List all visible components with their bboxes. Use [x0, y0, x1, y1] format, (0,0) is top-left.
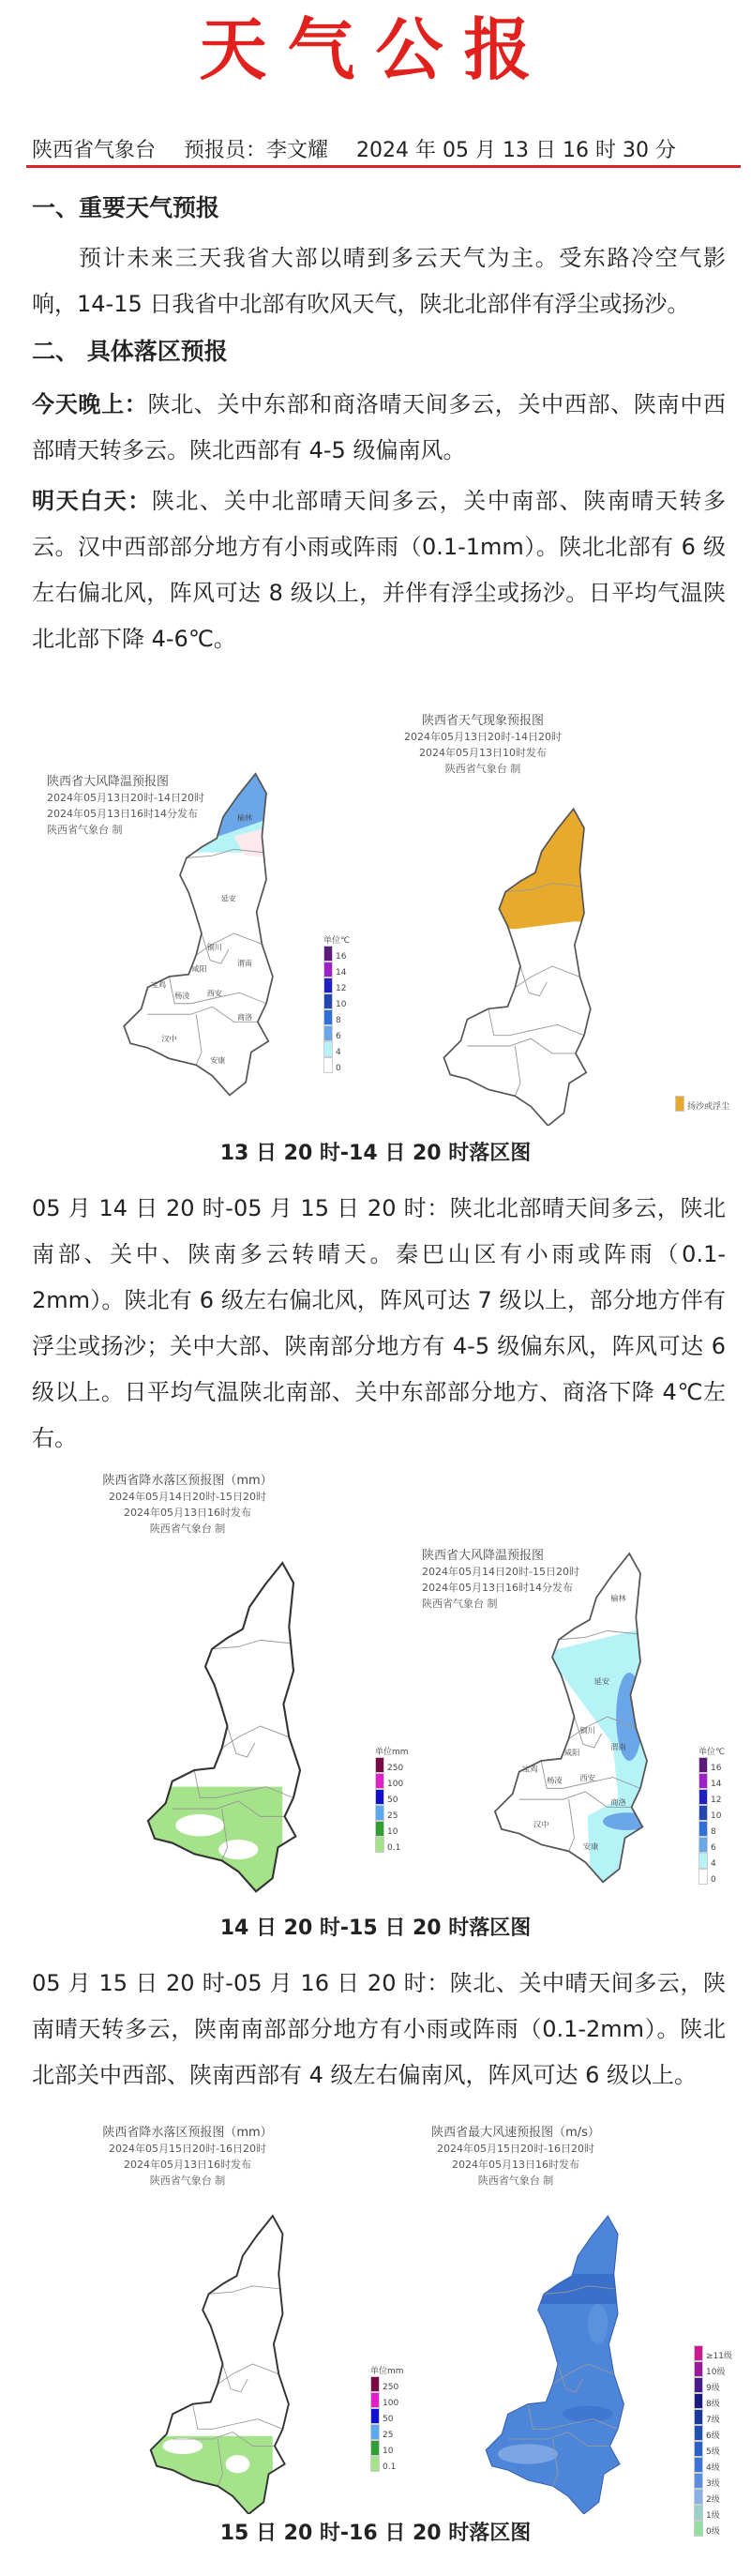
legend-swatch — [694, 2361, 703, 2377]
legend-label: 25 — [383, 2431, 394, 2440]
legend-swatch — [694, 2425, 703, 2441]
legend-label: 8 — [711, 1827, 716, 1837]
legend-label: 0 — [336, 1064, 341, 1073]
figure-caption-2: 14 日 20 时-15 日 20 时落区图 — [219, 1917, 532, 1940]
map-title-text: 陕西省天气现象预报图 — [421, 714, 544, 728]
period2-label: 05 月 14 日 20 时-05 月 15 日 20 时： — [32, 1195, 450, 1221]
city-label: 宝鸡 — [522, 1764, 538, 1774]
city-label: 安康 — [210, 1056, 226, 1065]
legend-swatch — [370, 2408, 380, 2424]
legend-label: 16 — [711, 1764, 722, 1773]
tonight-forecast — [32, 382, 726, 474]
legend-swatch — [370, 2424, 380, 2440]
city-label: 延安 — [593, 1675, 610, 1686]
city-label: 宝鸡 — [150, 980, 167, 990]
legend-label: 50 — [387, 1796, 398, 1805]
map-legend — [323, 933, 380, 1073]
legend-item — [694, 2409, 750, 2425]
legend-label: 4级 — [706, 2463, 720, 2473]
header-divider — [26, 165, 741, 168]
city-label: 汉中 — [161, 1035, 177, 1043]
map-legend — [370, 2364, 427, 2472]
map-subtitle-text: 2024年05月13日20时-14日20时 — [404, 731, 562, 743]
precipitation-map — [117, 1553, 338, 1900]
weather-phenomenon-map — [408, 807, 633, 1126]
legend-item — [694, 2473, 750, 2489]
legend-swatch — [323, 1009, 333, 1025]
figure-group-1 — [0, 694, 751, 1135]
legend-label: 3级 — [706, 2479, 720, 2489]
tonight-text: 陕北、关中东部和商洛晴天间多云，关中西部、陕南中西部晴天转多云。陕北西部有 4-5 级偏南风。 — [32, 391, 727, 463]
legend-label: 6 — [711, 1843, 716, 1853]
legend-swatch — [375, 1837, 384, 1853]
figure-caption-3: 15 日 20 时-16 日 20 时落区图 — [219, 2522, 532, 2545]
map-title — [375, 713, 591, 777]
legend-item — [694, 2361, 750, 2377]
map-subtitle-text: 陕西省气象台 制 — [422, 1598, 498, 1610]
legend-label: 7级 — [706, 2416, 720, 2425]
legend-item — [375, 1805, 431, 1821]
legend-label: 16 — [336, 952, 347, 962]
legend-item — [675, 1096, 750, 1112]
legend-label: 扬沙或浮尘 — [687, 1102, 730, 1112]
map-subtitle-text: 陕西省气象台 制 — [444, 763, 521, 775]
legend-label: ≥11级 — [706, 2352, 732, 2361]
legend-item — [698, 1869, 751, 1885]
map-subtitle-text: 2024年05月15日20时-16日20时 — [109, 2143, 266, 2155]
legend-label: 14 — [711, 1780, 722, 1789]
legend-item — [698, 1773, 751, 1789]
legend-item — [698, 1757, 751, 1773]
legend-swatch — [694, 2409, 703, 2425]
legend-item — [370, 2456, 427, 2472]
legend-swatch — [370, 2392, 380, 2408]
legend-label: 8 — [336, 1016, 341, 1025]
section1-text: 预计未来三天我省大部以晴到多云天气为主。受东路冷空气影响，14-15 日我省中北部有吹风天气，陕北北部伴有浮尘或扬沙。 — [32, 245, 726, 317]
legend-label: 100 — [387, 1780, 404, 1789]
legend-swatch — [694, 2441, 703, 2457]
legend-swatch — [694, 2377, 703, 2393]
map-title-text: 陕西省大风降温预报图 — [422, 1549, 545, 1563]
map-title-text: 陕西省最大风速预报图（m/s） — [431, 2126, 600, 2140]
legend-item — [694, 2377, 750, 2393]
city-label: 商洛 — [610, 1797, 626, 1807]
legend-item — [698, 1805, 751, 1821]
city-label: 榆林 — [236, 813, 253, 823]
city-label: 渭南 — [236, 959, 253, 968]
legend-swatch — [694, 2393, 703, 2409]
legend-swatch — [698, 1773, 708, 1789]
legend-item — [370, 2440, 427, 2456]
tomorrow-forecast — [32, 478, 726, 662]
legend-item — [694, 2441, 750, 2457]
map-subtitle-text: 陕西省气象台 制 — [149, 1523, 226, 1535]
legend-label: 10级 — [706, 2368, 726, 2377]
city-label: 汉中 — [533, 1819, 549, 1829]
legend-label: 250 — [383, 2383, 399, 2392]
issue-datetime: 2024 年 05 月 13 日 16 时 30 分 — [356, 139, 676, 162]
map-subtitle-text: 2024年05月13日16时发布 — [124, 1507, 251, 1519]
legend-item — [698, 1853, 751, 1869]
city-label: 延安 — [220, 894, 236, 903]
map-legend — [694, 2345, 750, 2537]
map-subtitle-text: 2024年05月13日10时发布 — [419, 747, 547, 759]
legend-swatch — [323, 1041, 333, 1057]
legend-item — [370, 2424, 427, 2440]
legend-unit: 单位mm — [375, 1748, 409, 1757]
legend-label: 100 — [383, 2399, 399, 2408]
legend-item — [370, 2392, 427, 2408]
legend-item — [323, 993, 380, 1009]
legend-swatch — [694, 2457, 703, 2473]
legend-label: 25 — [387, 1811, 398, 1821]
bulletin-header — [32, 137, 740, 165]
legend-swatch — [698, 1853, 708, 1869]
legend-label: 12 — [711, 1796, 722, 1805]
city-label: 杨凌 — [174, 992, 190, 1000]
legend-swatch — [375, 1773, 384, 1789]
city-label: 咸阳 — [563, 1748, 580, 1758]
map-title-text: 陕西省降水落区预报图（mm） — [102, 2126, 273, 2140]
bulletin-title: 天气公报 — [199, 10, 552, 89]
map-subtitle-text: 陕西省气象台 制 — [47, 824, 123, 836]
legend-swatch — [375, 1805, 384, 1821]
map-subtitle-text: 2024年05月13日16时14分发布 — [47, 808, 198, 820]
legend-label: 10 — [383, 2447, 394, 2456]
legend-swatch — [323, 977, 333, 993]
legend-label: 4 — [711, 1859, 716, 1869]
wind-cooling-map — [94, 769, 309, 1098]
map-subtitle-text: 陕西省气象台 制 — [477, 2174, 554, 2187]
legend-swatch — [694, 2345, 703, 2361]
section2-heading: 二、 具体落区预报 — [32, 338, 228, 365]
legend-label: 5级 — [706, 2447, 720, 2457]
legend-item — [694, 2489, 750, 2505]
legend-unit: 单位℃ — [323, 936, 351, 946]
legend-item — [323, 962, 380, 977]
figure-group-2 — [0, 1445, 751, 1904]
legend-swatch — [370, 2376, 380, 2392]
legend-item — [375, 1757, 431, 1773]
legend-item — [375, 1837, 431, 1853]
map-title — [84, 1473, 291, 1537]
tonight-label: 今天晚上： — [32, 391, 148, 417]
legend-label: 10 — [336, 1000, 347, 1009]
legend-label: 0 — [711, 1875, 716, 1885]
legend-label: 4 — [336, 1048, 341, 1057]
legend-item — [323, 1057, 380, 1073]
legend-item — [323, 1025, 380, 1041]
legend-swatch — [323, 946, 333, 962]
legend-swatch — [370, 2456, 380, 2472]
legend-item — [375, 1773, 431, 1789]
legend-item — [375, 1789, 431, 1805]
legend-item — [323, 1041, 380, 1057]
map-legend — [375, 1745, 431, 1853]
legend-item — [370, 2408, 427, 2424]
legend-label: 6 — [336, 1032, 341, 1041]
period3-text: 陕北、关中晴天间多云，陕南晴天转多云，陕南南部部分地方有小雨或阵雨（0.1-2mm）。陕北北部关中西部、陕南西部有 4 级左右偏南风，阵风可达 6 级以上。 — [32, 1970, 727, 2088]
map-title-text: 陕西省大风降温预报图 — [47, 775, 170, 789]
map-subtitle-text: 陕西省气象台 制 — [149, 2174, 226, 2187]
legend-swatch — [323, 1057, 333, 1073]
legend-label: 0.1 — [387, 1843, 401, 1853]
legend-item — [323, 946, 380, 962]
legend-label: 0级 — [706, 2527, 720, 2537]
agency-name: 陕西省气象台 — [32, 139, 157, 162]
legend-swatch — [694, 2489, 703, 2505]
map-subtitle-text: 2024年05月13日16时14分发布 — [422, 1582, 573, 1594]
city-label: 商洛 — [236, 1013, 253, 1022]
legend-swatch — [694, 2473, 703, 2489]
legend-swatch — [698, 1805, 708, 1821]
legend-swatch — [698, 1789, 708, 1805]
tomorrow-text: 陕北、关中北部晴天间多云，关中南部、陕南晴天转多云。汉中西部部分地方有小雨或阵雨（0.1-1mm）。陕北北部有 6 级左右偏北风，阵风可达 8 级以上，并伴有浮尘或扬沙。日平均气温陕北北部下降 4-6℃。 — [32, 488, 727, 652]
legend-swatch — [698, 1869, 708, 1885]
legend-item — [694, 2457, 750, 2473]
legend-item — [375, 1821, 431, 1837]
forecaster: 预报员：李文耀 — [184, 139, 329, 162]
legend-item — [323, 1009, 380, 1025]
map-legend — [698, 1745, 751, 1885]
legend-swatch — [323, 1025, 333, 1041]
legend-item — [370, 2376, 427, 2392]
map-title — [422, 2125, 609, 2189]
city-label: 杨凌 — [547, 1775, 563, 1785]
legend-label: 9级 — [706, 2384, 720, 2393]
legend-item — [694, 2425, 750, 2441]
max-wind-speed-map — [445, 2214, 670, 2514]
wind-cooling-map — [464, 1538, 684, 1895]
legend-swatch — [375, 1757, 384, 1773]
city-label: 西安 — [206, 989, 222, 998]
legend-swatch — [698, 1837, 708, 1853]
legend-label: 250 — [387, 1764, 404, 1773]
legend-swatch — [698, 1821, 708, 1837]
legend-swatch — [375, 1789, 384, 1805]
legend-item — [698, 1789, 751, 1805]
legend-swatch — [370, 2440, 380, 2456]
city-label: 安康 — [582, 1841, 599, 1851]
legend-label: 8级 — [706, 2400, 720, 2409]
map-subtitle-text: 2024年05月13日20时-14日20时 — [47, 792, 204, 804]
city-label: 铜川 — [579, 1725, 595, 1735]
legend-swatch — [698, 1757, 708, 1773]
legend-swatch — [323, 962, 333, 977]
legend-unit: 单位mm — [370, 2367, 404, 2376]
legend-item — [698, 1821, 751, 1837]
legend-swatch — [323, 993, 333, 1009]
legend-item — [694, 2393, 750, 2409]
city-label: 西安 — [579, 1773, 595, 1783]
legend-swatch — [675, 1096, 684, 1112]
legend-label: 1级 — [706, 2511, 720, 2521]
city-label: 咸阳 — [191, 964, 207, 974]
map-subtitle-text: 2024年05月14日20时-15日20时 — [109, 1491, 266, 1503]
period3-label: 05 月 15 日 20 时-05 月 16 日 20 时： — [32, 1970, 450, 1996]
map-title — [84, 2125, 291, 2189]
map-legend — [675, 1096, 750, 1112]
legend-label: 10 — [387, 1827, 398, 1837]
legend-label: 14 — [336, 968, 347, 977]
legend-item — [694, 2345, 750, 2361]
city-label: 榆林 — [610, 1593, 626, 1603]
legend-item — [323, 977, 380, 993]
city-label: 渭南 — [610, 1742, 626, 1752]
map-subtitle-text: 2024年05月13日16时发布 — [452, 2159, 579, 2171]
legend-label: 2级 — [706, 2495, 720, 2505]
legend-label: 0.1 — [383, 2462, 397, 2472]
map-subtitle-text: 2024年05月14日20时-15日20时 — [422, 1566, 579, 1578]
legend-unit: 单位℃ — [698, 1748, 726, 1757]
tomorrow-label: 明天白天： — [32, 488, 152, 514]
legend-label: 6级 — [706, 2432, 720, 2441]
legend-label: 50 — [383, 2415, 394, 2424]
map-subtitle-text: 2024年05月15日20时-16日20时 — [437, 2143, 594, 2155]
period2-text: 陕北北部晴天间多云，陕北南部、关中、陕南多云转晴天。秦巴山区有小雨或阵雨（0.1-2mm）。陕北有 6 级左右偏北风，阵风可达 7 级以上，部分地方伴有浮尘或扬沙；关中大部、陕南部分地方有 4-5 级偏东风，阵风可达 6 级以上。日平均气温陕北南部、关中东部部分地方、商洛下降 4℃左右。 — [32, 1195, 727, 1451]
legend-label: 10 — [711, 1811, 722, 1821]
legend-swatch — [375, 1821, 384, 1837]
map-subtitle-text: 2024年05月13日16时发布 — [124, 2159, 251, 2171]
section1-heading: 一、重要天气预报 — [32, 194, 220, 221]
precipitation-map — [117, 2214, 328, 2514]
map-title-text: 陕西省降水落区预报图（mm） — [102, 1474, 273, 1488]
legend-label: 12 — [336, 984, 347, 993]
figure-caption-1: 13 日 20 时-14 日 20 时落区图 — [219, 1142, 532, 1165]
period2-forecast — [32, 1186, 726, 1462]
period3-forecast — [32, 1961, 726, 2099]
legend-item — [698, 1837, 751, 1853]
city-label: 铜川 — [206, 943, 222, 952]
